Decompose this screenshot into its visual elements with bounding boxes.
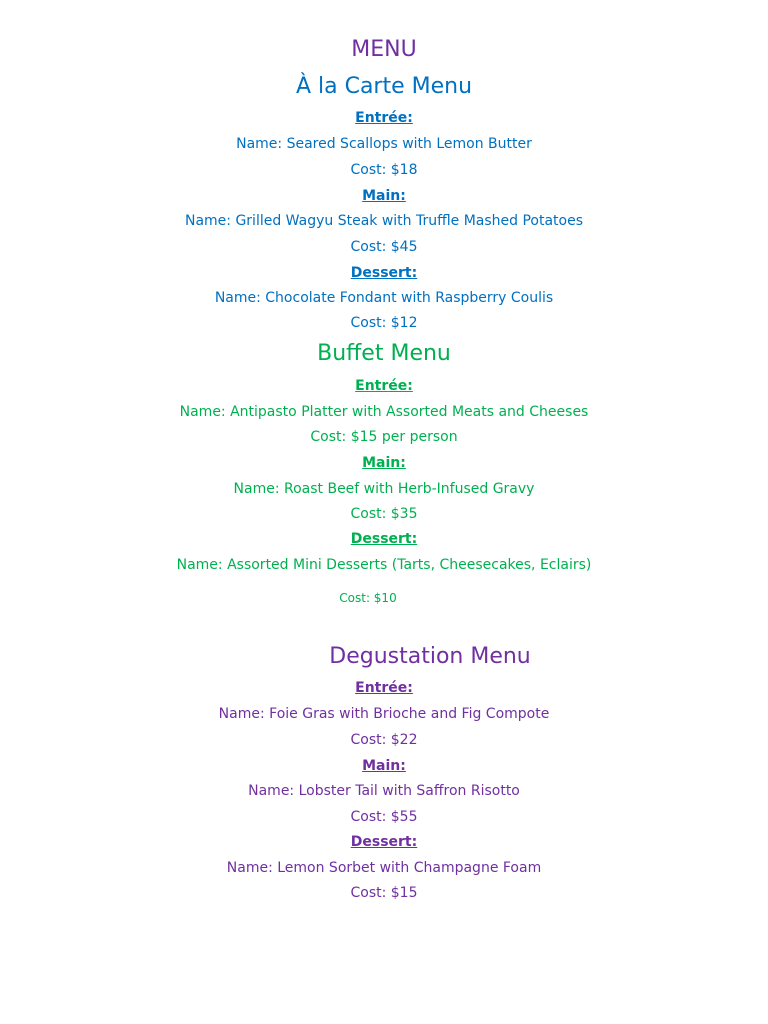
degustation-entree-name: Name: Foie Gras with Brioche and Fig Compote — [218, 706, 550, 722]
buffet-heading: Buffet Menu — [317, 341, 451, 366]
a-la-carte-heading: À la Carte Menu — [295, 74, 473, 99]
buffet-dessert-label: Dessert: — [350, 531, 418, 547]
a-la-carte-entree-label: Entrée: — [355, 110, 413, 126]
buffet-entree-cost: Cost: $15 per person — [310, 429, 458, 445]
a-la-carte-main-cost: Cost: $45 — [350, 239, 418, 255]
a-la-carte-entree-name: Name: Seared Scallops with Lemon Butter — [236, 136, 532, 152]
degustation-main-name: Name: Lobster Tail with Saffron Risotto — [248, 783, 520, 799]
buffet-entree-name: Name: Antipasto Platter with Assorted Meats and Cheeses — [179, 404, 589, 420]
a-la-carte-dessert-name: Name: Chocolate Fondant with Raspberry Coulis — [214, 290, 554, 306]
menu-title: MENU — [351, 37, 417, 62]
buffet-main-cost: Cost: $35 — [350, 506, 418, 522]
a-la-carte-dessert-label: Dessert: — [350, 265, 418, 281]
degustation-main-cost: Cost: $55 — [350, 809, 418, 825]
a-la-carte-entree-cost: Cost: $18 — [350, 162, 418, 178]
degustation-dessert-label: Dessert: — [350, 834, 418, 850]
buffet-main-name: Name: Roast Beef with Herb-Infused Gravy — [233, 481, 535, 497]
degustation-entree-label: Entrée: — [355, 680, 413, 696]
degustation-heading: Degustation Menu — [329, 644, 531, 669]
a-la-carte-dessert-cost: Cost: $12 — [350, 315, 418, 331]
buffet-entree-label: Entrée: — [355, 378, 413, 394]
degustation-dessert-cost: Cost: $15 — [350, 885, 418, 901]
buffet-dessert-name: Name: Assorted Mini Desserts (Tarts, Cheesecakes, Eclairs) — [176, 557, 592, 573]
a-la-carte-main-name: Name: Grilled Wagyu Steak with Truffle Mashed Potatoes — [184, 213, 584, 229]
buffet-dessert-cost: Cost: $10 — [339, 591, 397, 605]
a-la-carte-main-label: Main: — [362, 188, 406, 204]
buffet-main-label: Main: — [362, 455, 406, 471]
degustation-dessert-name: Name: Lemon Sorbet with Champagne Foam — [226, 860, 542, 876]
degustation-main-label: Main: — [362, 758, 406, 774]
degustation-entree-cost: Cost: $22 — [350, 732, 418, 748]
